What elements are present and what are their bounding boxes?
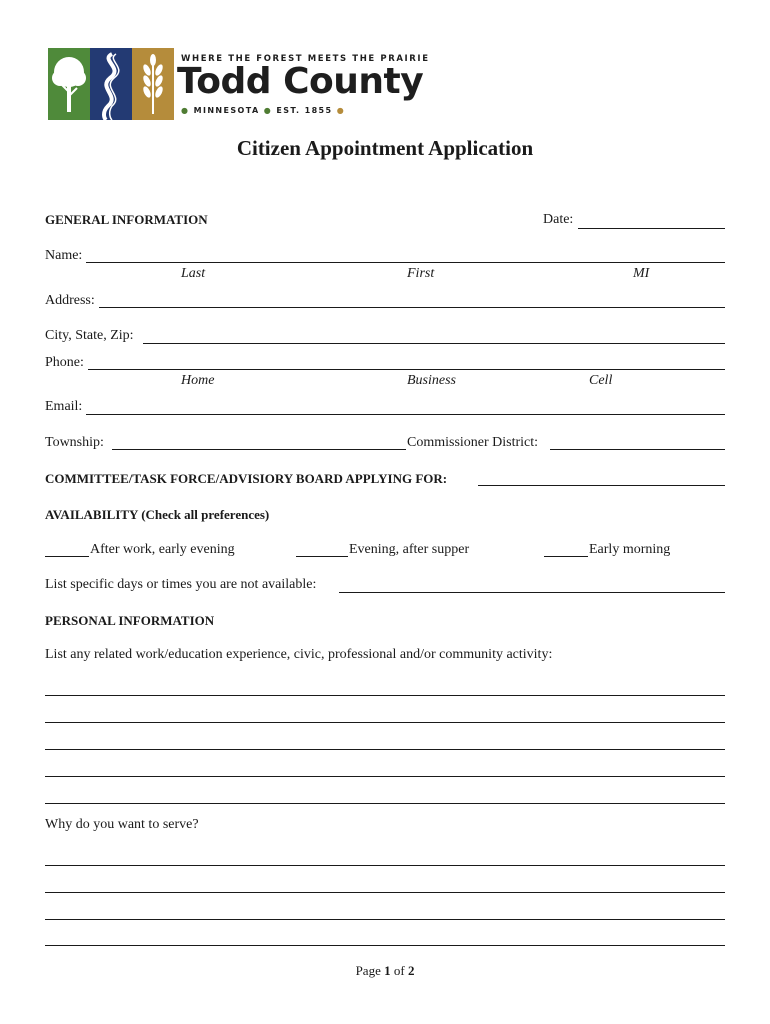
page-footer (0, 963, 770, 979)
experience-prompt: List any related work/education experience, civic, professional and/or community activity: (45, 647, 553, 662)
footer-page-word: Page (355, 963, 381, 978)
why-serve-line[interactable] (45, 945, 725, 946)
tree-icon (48, 48, 90, 120)
availability-check-1[interactable] (45, 556, 89, 557)
footer-of-word: of (393, 963, 405, 978)
commissioner-district-label: Commissioner District: (407, 435, 539, 450)
phone-sub-home: Home (181, 373, 215, 388)
logo-tagline: WHERE THE FOREST MEETS THE PRAIRIE (181, 54, 430, 64)
availability-option-3: Early morning (589, 542, 671, 557)
township-field[interactable] (112, 449, 406, 450)
experience-line[interactable] (45, 776, 725, 777)
experience-line[interactable] (45, 722, 725, 723)
experience-line[interactable] (45, 695, 725, 696)
email-field[interactable] (86, 414, 725, 415)
name-field[interactable] (86, 262, 725, 263)
footer-page-total: 2 (407, 963, 415, 978)
why-serve-line[interactable] (45, 865, 725, 866)
wheat-icon (132, 48, 174, 120)
date-field[interactable] (578, 228, 725, 229)
address-field[interactable] (99, 307, 725, 308)
why-serve-prompt: Why do you want to serve? (45, 817, 199, 832)
committee-field[interactable] (478, 485, 725, 486)
commissioner-district-field[interactable] (550, 449, 725, 450)
township-label: Township: (45, 435, 104, 450)
phone-label: Phone: (45, 355, 84, 370)
experience-line[interactable] (45, 803, 725, 804)
availability-check-3[interactable] (544, 556, 588, 557)
footer-page-number: 1 (384, 963, 391, 978)
city-state-zip-field[interactable] (143, 343, 725, 344)
availability-option-1: After work, early evening (90, 542, 235, 557)
why-serve-line[interactable] (45, 892, 725, 893)
date-label: Date: (543, 212, 574, 227)
general-info-heading: GENERAL INFORMATION (45, 212, 208, 227)
phone-field[interactable] (88, 369, 725, 370)
personal-info-heading: PERSONAL INFORMATION (45, 613, 215, 628)
city-state-zip-label: City, State, Zip: (45, 328, 134, 343)
address-label: Address: (45, 293, 95, 308)
email-label: Email: (45, 399, 83, 414)
committee-label: COMMITTEE/TASK FORCE/ADVISIORY BOARD APPLYING FOR: (45, 471, 448, 486)
name-sub-mi: MI (633, 266, 650, 281)
availability-heading: AVAILABILITY (Check all preferences) (45, 507, 270, 522)
page-title: Citizen Appointment Application (236, 136, 534, 160)
availability-option-2: Evening, after supper (349, 542, 470, 557)
name-sub-first: First (407, 266, 435, 281)
availability-check-2[interactable] (296, 556, 348, 557)
why-serve-line[interactable] (45, 919, 725, 920)
name-label: Name: (45, 248, 83, 263)
phone-sub-business: Business (407, 373, 456, 388)
logo-subline: ● MINNESOTA ● EST. 1855 ● (181, 106, 346, 115)
unavailable-field[interactable] (339, 592, 725, 593)
river-icon (90, 48, 132, 120)
logo-name: Todd County (177, 61, 424, 102)
experience-line[interactable] (45, 749, 725, 750)
unavailable-label: List specific days or times you are not available: (45, 577, 317, 592)
name-sub-last: Last (181, 266, 206, 281)
phone-sub-cell: Cell (589, 373, 613, 388)
todd-county-logo (48, 48, 430, 122)
